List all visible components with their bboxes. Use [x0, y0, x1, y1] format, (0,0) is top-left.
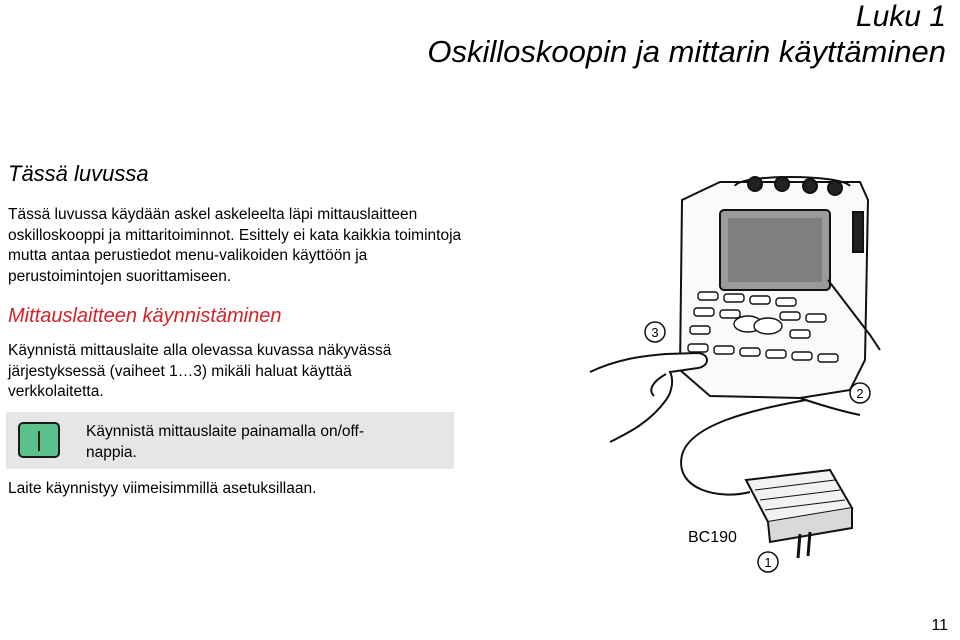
result-text: Laite käynnistyy viimeisimmillä asetuksillaan. — [8, 480, 317, 497]
power-key-icon — [18, 422, 60, 458]
callout-1 — [758, 552, 778, 572]
intro-paragraph: Tässä luvussa käydään askel askeleelta läpi mittauslaitteen oskilloskooppi ja mittaritoiminnot. Esittely ei kata kaikkia toimintoja mutta antaa perustiedot menu-valikoiden käyttöön ja perustoimintojen suorittamiseen. — [8, 206, 462, 285]
instrument-illustration — [680, 177, 880, 398]
startup-figure — [570, 160, 910, 585]
chapter-title: Oskilloskoopin ja mittarin käyttäminen — [427, 34, 946, 69]
svg-text:2: 2 — [856, 386, 864, 401]
note-text: Käynnistä mittauslaite painamalla on/off-nappia. — [86, 423, 365, 461]
section-heading: Tässä luvussa — [8, 161, 149, 186]
svg-text:3: 3 — [651, 325, 659, 340]
callout-2 — [850, 383, 870, 403]
page-number: 11 — [931, 617, 948, 634]
note-box — [6, 412, 454, 469]
svg-text:1: 1 — [764, 555, 772, 570]
subsection-heading: Mittauslaitteen käynnistäminen — [8, 305, 282, 327]
callout-3 — [645, 322, 665, 342]
hand-illustration — [590, 353, 707, 442]
body-paragraph: Käynnistä mittauslaite alla olevassa kuvassa näkyvässä järjestyksessä (vaiheet 1…3) mikäli haluat käyttää verkkolaitetta. — [8, 342, 392, 400]
adapter-label: BC190 — [688, 529, 737, 546]
chapter-number: Luku 1 — [855, 0, 946, 33]
